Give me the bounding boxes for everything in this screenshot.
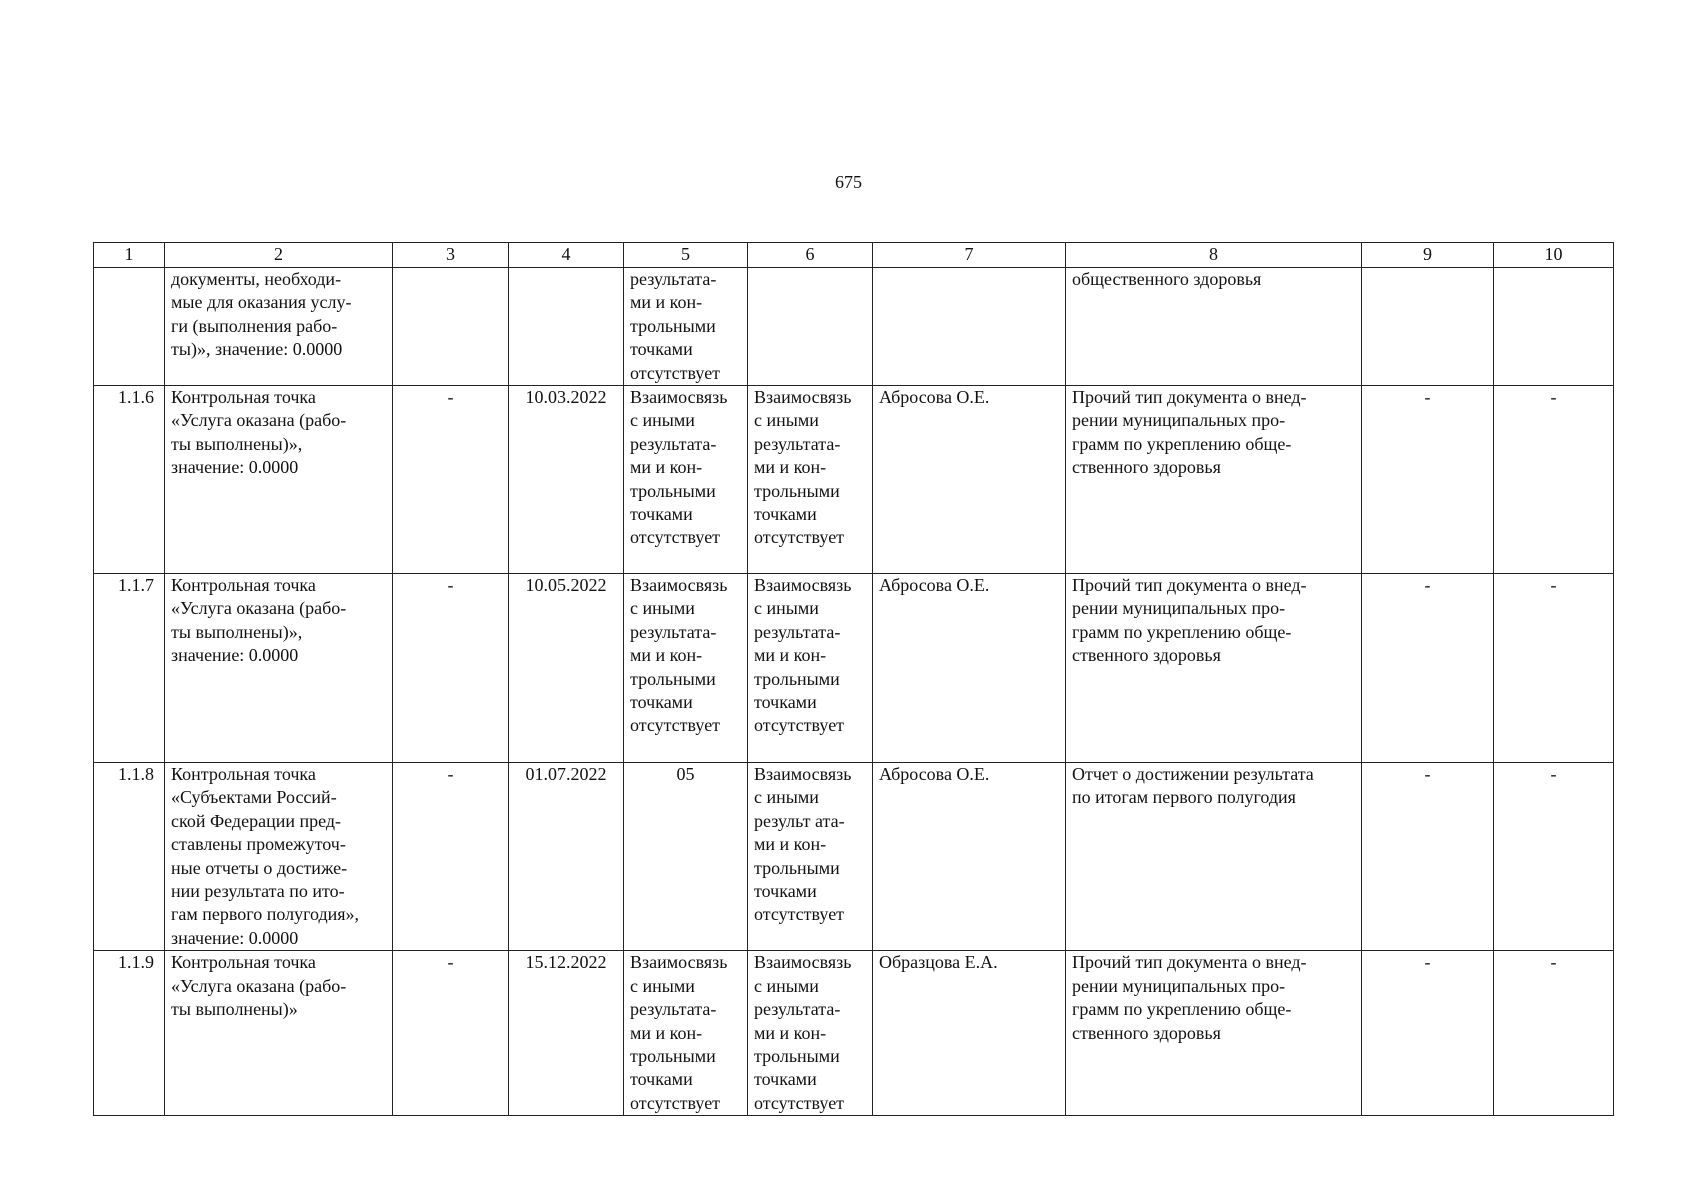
date-cell — [509, 268, 624, 386]
relation-text: результата- ми и кон- трольными точками отсутствует — [630, 269, 721, 383]
responsible-person: Образцова Е.А. — [879, 952, 998, 973]
relation-text-2: Взаимосвязь с иными результата- ми и кон- трольными точками отсутствует — [754, 387, 852, 548]
date-cell — [509, 763, 624, 951]
relation-cell — [624, 386, 748, 574]
relation-cell-2 — [748, 574, 873, 763]
column-header-2: 2 — [165, 243, 393, 268]
column-10-cell — [1494, 763, 1614, 951]
relation-cell — [624, 268, 748, 386]
column-header-10: 10 — [1494, 243, 1614, 268]
table-row — [94, 574, 1614, 763]
date-cell — [509, 574, 624, 763]
column-10-value: - — [1550, 952, 1557, 973]
date-cell — [509, 951, 624, 1116]
relation-cell-2 — [748, 951, 873, 1116]
column-9-value: - — [1424, 387, 1431, 408]
table-row — [94, 268, 1614, 386]
column-9-value: - — [1424, 575, 1431, 596]
table-header-row — [94, 243, 1614, 268]
date-cell — [509, 386, 624, 574]
relation-cell — [624, 951, 748, 1116]
relation-cell-2 — [748, 386, 873, 574]
document-type: Прочий тип документа о внед- рении муниципальных про- грамм по укреплению обще- ственного здоровья — [1072, 387, 1307, 478]
column-9-value: - — [1424, 764, 1431, 785]
checkpoint-name-cell — [165, 268, 393, 386]
row-number-cell — [94, 951, 165, 1116]
checkpoint-name: Контрольная точка «Услуга оказана (рабо- ты выполнены)», значение: 0.0000 — [171, 575, 347, 666]
column-10-cell — [1494, 268, 1614, 386]
relation-cell — [624, 574, 748, 763]
responsible-cell — [873, 574, 1066, 763]
column-3-cell — [393, 951, 509, 1116]
responsible-cell — [873, 268, 1066, 386]
responsible-person: Абросова О.Е. — [879, 387, 990, 408]
document-type: Отчет о достижении результата по итогам первого полугодия — [1072, 764, 1314, 808]
document-type: Прочий тип документа о внед- рении муниципальных про- грамм по укреплению обще- ственного здоровья — [1072, 952, 1307, 1043]
checkpoint-name-cell — [165, 386, 393, 574]
column-header-3: 3 — [393, 243, 509, 268]
relation-text: 05 — [676, 764, 695, 785]
responsible-cell — [873, 386, 1066, 574]
document-type-cell — [1066, 763, 1362, 951]
row-number-cell — [94, 268, 165, 386]
column-9-cell — [1362, 268, 1494, 386]
row-number-cell — [94, 574, 165, 763]
column-3-value: - — [447, 387, 454, 408]
column-10-value: - — [1550, 387, 1557, 408]
column-3-cell — [393, 386, 509, 574]
document-type-cell — [1066, 574, 1362, 763]
responsible-cell — [873, 951, 1066, 1116]
responsible-cell — [873, 763, 1066, 951]
relation-text: Взаимосвязь с иными результата- ми и кон- трольными точками отсутствует — [630, 387, 728, 548]
checkpoint-name: Контрольная точка «Субъектами Россий- ской Федерации пред- ставлены промежуточ- ные отчеты о достиже- нии результата по ито- гам первого полугодия», значение: 0.0000 — [171, 764, 360, 948]
table-row — [94, 386, 1614, 574]
column-3-value: - — [447, 575, 454, 596]
column-3-cell — [393, 268, 509, 386]
column-header-1: 1 — [94, 243, 165, 268]
responsible-person: Абросова О.Е. — [879, 575, 990, 596]
row-number-cell — [94, 386, 165, 574]
checkpoint-name: Контрольная точка «Услуга оказана (рабо- ты выполнены)» — [171, 952, 347, 1020]
column-header-5: 5 — [624, 243, 748, 268]
column-header-9: 9 — [1362, 243, 1494, 268]
column-10-cell — [1494, 951, 1614, 1116]
relation-cell-2 — [748, 763, 873, 951]
row-number-cell — [94, 763, 165, 951]
document-type: Прочий тип документа о внед- рении муниципальных про- грамм по укреплению обще- ственного здоровья — [1072, 575, 1307, 666]
relation-text-2: Взаимосвязь с иными результата- ми и кон- трольными точками отсутствует — [754, 952, 852, 1113]
column-3-value: - — [447, 764, 454, 785]
relation-cell — [624, 763, 748, 951]
date-value: 10.05.2022 — [525, 575, 607, 596]
checkpoint-name-cell — [165, 951, 393, 1116]
relation-text: Взаимосвязь с иными результата- ми и кон- трольными точками отсутствует — [630, 952, 728, 1113]
responsible-person: Абросова О.Е. — [879, 764, 990, 785]
relation-text: Взаимосвязь с иными результата- ми и кон- трольными точками отсутствует — [630, 575, 728, 736]
column-header-7: 7 — [873, 243, 1066, 268]
relation-text-2: Взаимосвязь с иными результата- ми и кон- трольными точками отсутствует — [754, 575, 852, 736]
document-type-cell — [1066, 386, 1362, 574]
column-3-value: - — [447, 952, 454, 973]
column-9-cell — [1362, 763, 1494, 951]
document-type-cell — [1066, 268, 1362, 386]
table-row — [94, 763, 1614, 951]
row-number: 1.1.8 — [118, 764, 154, 785]
date-value: 10.03.2022 — [525, 387, 607, 408]
column-9-cell — [1362, 951, 1494, 1116]
column-header-8: 8 — [1066, 243, 1362, 268]
table-row — [94, 951, 1614, 1116]
relation-cell-2 — [748, 268, 873, 386]
column-10-cell — [1494, 386, 1614, 574]
column-10-value: - — [1550, 575, 1557, 596]
page-number: 675 — [835, 172, 862, 192]
row-number: 1.1.9 — [118, 952, 154, 973]
checkpoint-name-cell — [165, 763, 393, 951]
document-type: общественного здоровья — [1072, 269, 1262, 289]
row-number: 1.1.6 — [118, 387, 154, 408]
checkpoint-name: Контрольная точка «Услуга оказана (рабо- ты выполнены)», значение: 0.0000 — [171, 387, 347, 478]
column-3-cell — [393, 574, 509, 763]
column-header-6: 6 — [748, 243, 873, 268]
checkpoint-name-cell — [165, 574, 393, 763]
column-header-4: 4 — [509, 243, 624, 268]
checkpoint-name: документы, необходи- мые для оказания услу- ги (выполнения рабо- ты)», значение: 0.0000 — [171, 269, 352, 360]
relation-text-2: Взаимосвязь с иными результ ата- ми и кон- трольными точками отсутствует — [754, 764, 852, 925]
column-9-cell — [1362, 386, 1494, 574]
column-10-value: - — [1550, 764, 1557, 785]
date-value: 15.12.2022 — [525, 952, 607, 973]
column-9-value: - — [1424, 952, 1431, 973]
column-3-cell — [393, 763, 509, 951]
row-number: 1.1.7 — [118, 575, 154, 596]
column-9-cell — [1362, 574, 1494, 763]
document-type-cell — [1066, 951, 1362, 1116]
column-10-cell — [1494, 574, 1614, 763]
date-value: 01.07.2022 — [525, 764, 607, 785]
plan-table — [93, 242, 1614, 1116]
